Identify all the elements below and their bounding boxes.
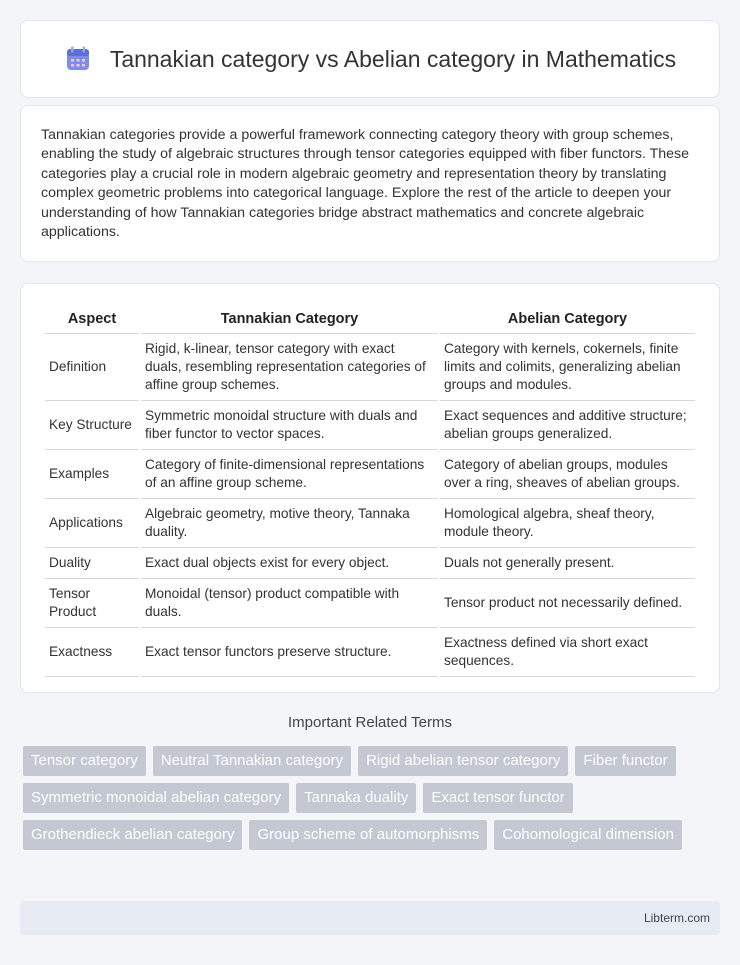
related-terms-list [23,746,723,850]
calendar-icon [64,45,92,73]
related-term-tag[interactable]: Grothendieck abelian category [23,820,242,850]
table-row [45,628,695,677]
row-aspect: Definition [45,334,139,401]
row-tannakian: Algebraic geometry, motive theory, Tannaka duality. [141,499,438,548]
header-card [20,20,720,98]
table-row [45,450,695,499]
related-term-tag[interactable]: Group scheme of automorphisms [249,820,487,850]
row-tannakian: Rigid, k-linear, tensor category with exact duals, resembling representation categories of affine group schemes. [141,334,438,401]
row-abelian: Homological algebra, sheaf theory, module theory. [440,499,695,548]
intro-text: Tannakian categories provide a powerful framework connecting category theory with group schemes, enabling the study of algebraic structures through tensor categories equipped with fiber functors. These categories play a crucial role in modern algebraic geometry and representation theory by translating complex geometric problems into categorical language. Explore the rest of the article to deepen your understanding of how Tannakian categories bridge abstract mathematics and concrete algebraic applications. [41,127,690,241]
row-aspect: Duality [45,548,139,579]
row-tannakian: Exact dual objects exist for every object. [141,548,438,579]
related-term-tag[interactable]: Fiber functor [575,746,675,776]
row-abelian: Category with kernels, cokernels, finite limits and colimits, generalizing abelian groups and modules. [440,334,695,401]
row-aspect: Exactness [45,628,139,677]
footer-site-link[interactable]: Libterm.com [643,911,710,925]
related-terms-title: Important Related Terms [288,714,452,731]
related-term-tag[interactable]: Cohomological dimension [494,820,682,850]
row-abelian: Exact sequences and additive structure; abelian groups generalized. [440,401,695,450]
table-row [45,334,695,401]
intro-card [20,105,720,262]
header-tannakian: Tannakian Category [141,304,438,334]
row-aspect: Key Structure [45,401,139,450]
related-term-tag[interactable]: Tensor category [23,746,146,776]
row-abelian: Exactness defined via short exact sequences. [440,628,695,677]
header-abelian: Abelian Category [440,304,695,334]
row-abelian: Category of abelian groups, modules over a ring, sheaves of abelian groups. [440,450,695,499]
row-abelian: Tensor product not necessarily defined. [440,579,695,628]
row-tannakian: Exact tensor functors preserve structure. [141,628,438,677]
related-term-tag[interactable]: Neutral Tannakian category [153,746,351,776]
row-aspect: Tensor Product [45,579,139,628]
table-row [45,579,695,628]
comparison-table [43,304,697,677]
row-aspect: Applications [45,499,139,548]
comparison-card [20,283,720,693]
header-aspect: Aspect [45,304,139,334]
table-row [45,499,695,548]
footer [20,901,720,935]
table-row [45,401,695,450]
related-term-tag[interactable]: Rigid abelian tensor category [358,746,568,776]
row-tannakian: Category of finite-dimensional representations of an affine group scheme. [141,450,438,499]
row-aspect: Examples [45,450,139,499]
page-title: Tannakian category vs Abelian category in Mathematics [109,45,677,72]
table-header-row [45,304,695,334]
row-tannakian: Symmetric monoidal structure with duals and fiber functor to vector spaces. [141,401,438,450]
table-row [45,548,695,579]
related-term-tag[interactable]: Exact tensor functor [423,783,572,813]
row-tannakian: Monoidal (tensor) product compatible with duals. [141,579,438,628]
related-term-tag[interactable]: Symmetric monoidal abelian category [23,783,289,813]
related-term-tag[interactable]: Tannaka duality [296,783,416,813]
row-abelian: Duals not generally present. [440,548,695,579]
